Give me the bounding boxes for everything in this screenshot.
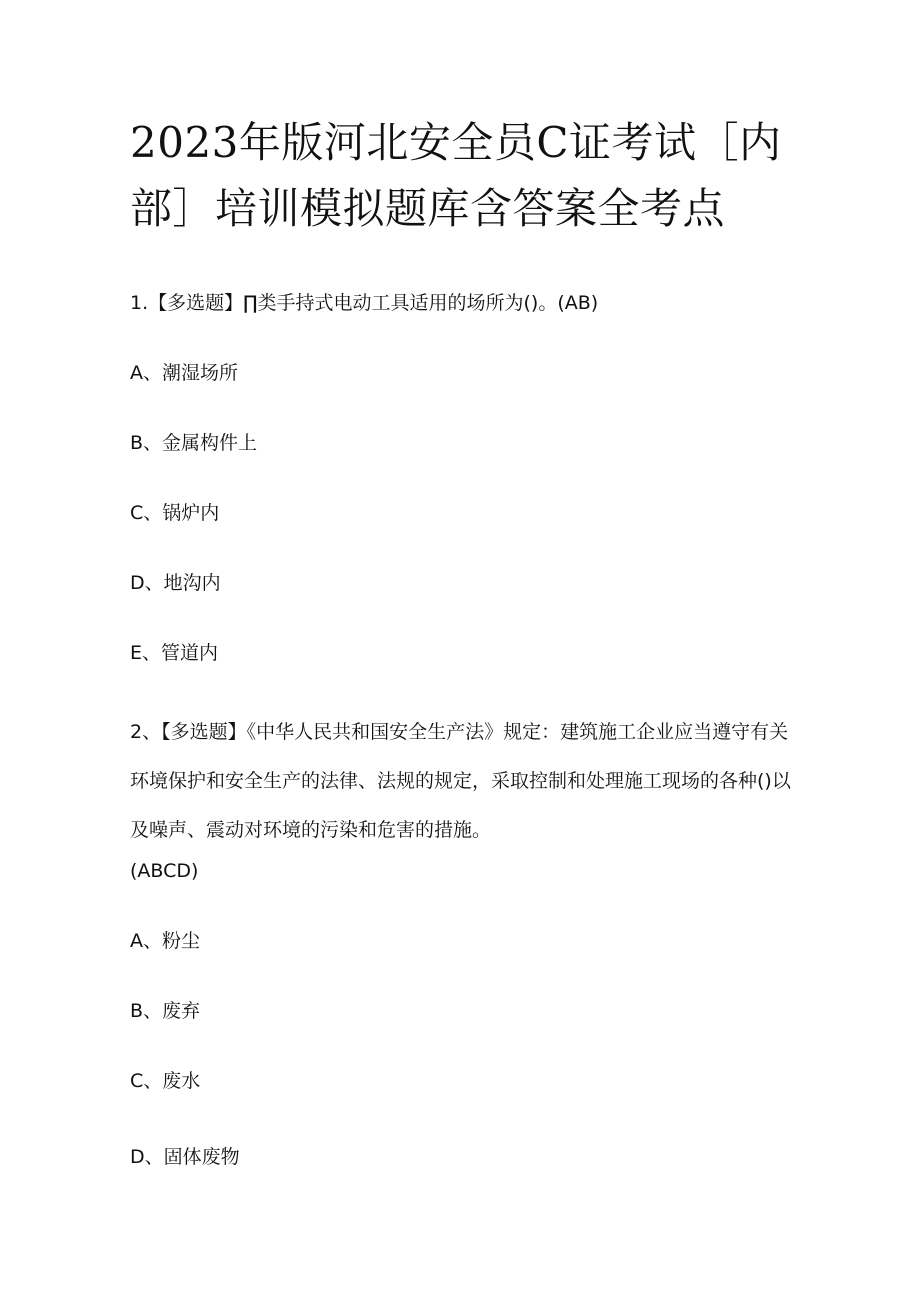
- question-1-stem: 1.【多选题】∏类手持式电动工具适用的场所为()。(AB): [130, 292, 599, 314]
- title-line-1: 2023年版河北安全员C证考试［内: [130, 118, 782, 167]
- question-2-stem: 2、【多选题】《中华人民共和国安全生产法》规定：建筑施工企业应当遵守有关环境保护和安全生产的法律、法规的规定，采取控制和处理施工现场的各种()以及噪声、震动对环境的污染和危害的措施。: [130, 721, 791, 841]
- question-1-option-b: B、金属构件上: [130, 432, 258, 454]
- question-2-option-d: D、固体废物: [130, 1146, 240, 1168]
- title-line-2: 部］培训模拟题库含答案全考点: [130, 184, 726, 233]
- document-title: [130, 110, 800, 242]
- question-1-option-c: C、锅炉内: [130, 502, 220, 524]
- question-1-option-e: E、管道内: [130, 642, 219, 664]
- question-2-answer: (ABCD): [130, 860, 199, 882]
- question-2-option-a: A、粉尘: [130, 930, 200, 952]
- question-2-option-c: C、废水: [130, 1070, 201, 1092]
- question-1-option-d: D、地沟内: [130, 572, 221, 594]
- question-1-option-a: A、潮湿场所: [130, 362, 238, 384]
- question-2-option-b: B、废弃: [130, 1000, 201, 1022]
